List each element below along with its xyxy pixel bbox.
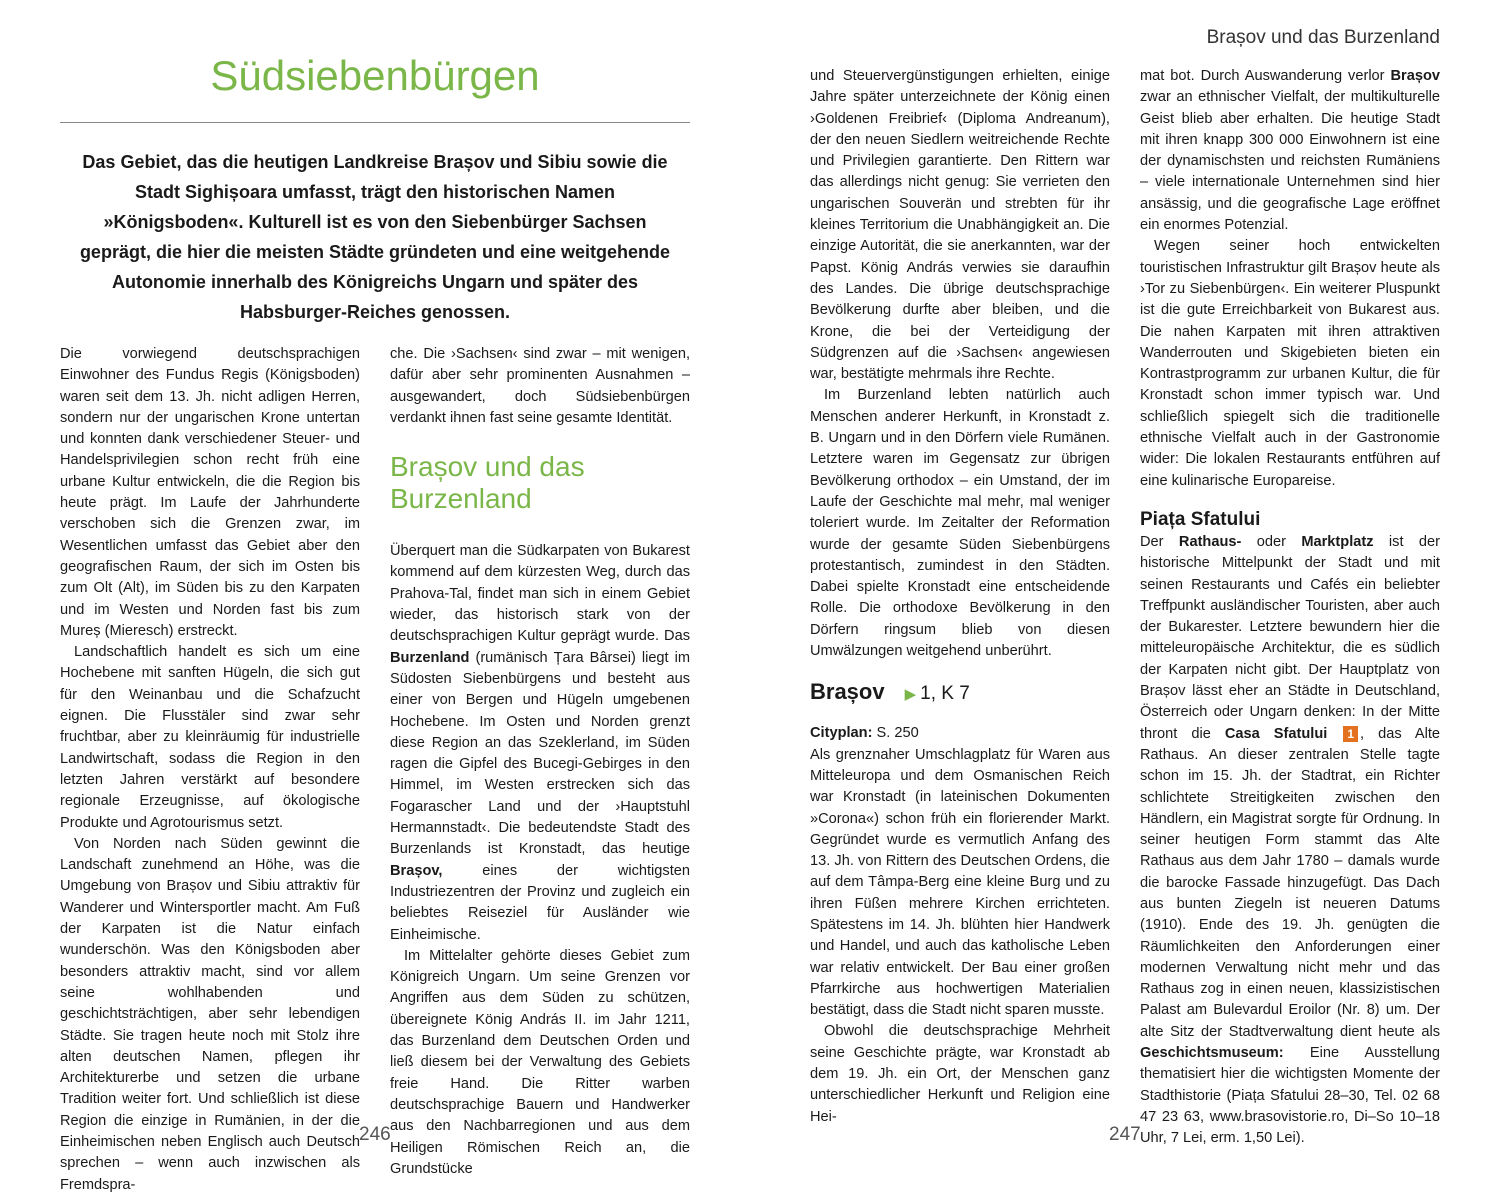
- cityplan-reference: [810, 723, 1110, 744]
- text-run: ist der historische Mittelpunkt der Stadt und mit seinen Restaurants und Cafés ein beliebter Treffpunkt ausländischer Touristen, aber auch der Bukarester. Letztere bewundern hier die mitteleuropäische Architektur, die es südlich der Karpaten nicht gibt. Der Hauptplatz von Brașov lässt eher an Städte in Deutschland, Österreich oder Ungarn denken: In der Mitte thront die: [1140, 533, 1441, 742]
- chapter-title: Südsiebenbürgen: [210, 52, 540, 99]
- place-title: Brașov: [810, 679, 885, 705]
- bold-term: Brașov: [1390, 68, 1440, 84]
- triangle-arrow-icon: ▶: [904, 686, 917, 704]
- bold-term: Burzenland: [390, 649, 470, 666]
- bold-term: Marktplatz: [1301, 533, 1374, 550]
- map-reference: [905, 683, 970, 704]
- text-run: Eine Ausstellung thematisiert hier die wichtigsten Momente der Stadthistorie (Piața Sfatului 28–30, Tel. 02 68 47 23 63, www.brasovistorie.ro, Di–So 10–18 Uhr, 7 Lei, erm. 1,50 Lei).: [1140, 1045, 1440, 1147]
- text-run: oder: [1241, 533, 1302, 550]
- bold-term: Brașov,: [390, 862, 443, 879]
- text-column-3: [810, 66, 1110, 1128]
- running-header: Brașov und das Burzenland: [1206, 27, 1440, 48]
- text-run: eines der wichtigsten Industriezentren der Provinz und zugleich ein beliebtes Reiseziel für Ausländer wie Einheimische.: [390, 862, 690, 943]
- place-heading: [810, 678, 1110, 709]
- right-page: [750, 0, 1500, 1170]
- body-paragraph: Landschaftlich handelt es sich um eine Hochebene mit sanften Hügeln, die sich gut für den Weinanbau und die Schafzucht eignen. Die Flusstäler sind zwar sehr fruchtbar, aber zu kleinräumig für industrielle Landwirtschaft, sodass die Region in den letzten Jahren verstärkt auf besondere regionale Erzeugnisse, auf ökologische Produkte und Agrotourismus setzt.: [60, 644, 360, 831]
- section-heading: Brașov und das Burzenland: [390, 451, 585, 515]
- text-column-2: [390, 344, 690, 1180]
- left-page: [0, 0, 750, 1193]
- bold-term: Rathaus-: [1178, 533, 1242, 550]
- map-marker-badge: 1: [1343, 726, 1358, 742]
- body-paragraph: und Steuervergünstigungen erhielten, einige Jahre später unterzeichnete der König einen ›Goldenen Freibrief‹ (Diploma Andreanum), der den neuen Siedlern weitreichende Rechte und Privilegien garantierte. Den Rittern war das allerdings nicht genug: Sie verrieten den ungarischen Souverän und strebten für ihr kleines Territorium die Unabhängigkeit an. Die einzige Autorität, die sie anerkannten, war der Papst. König András verwies sie daraufhin des Landes. Die übrige deutschsprachige Bevölkerung durfte aber bleiben, und die Krone, die bei der Verteidigung der Südgrenzen auf die ›Sachsen‹ angewiesen war, bestätigte mehrmals ihre Rechte.: [810, 68, 1110, 383]
- page-number: 247: [1109, 1124, 1141, 1145]
- subsection-heading: Piața Sfatului: [1140, 508, 1261, 530]
- body-paragraph: [390, 541, 690, 946]
- body-paragraph: Im Burzenland lebten natürlich auch Menschen anderer Herkunft, in Kronstadt z. B. Ungarn und in den Dörfern viele Rumänen. Letztere waren im Gegensatz zur übrigen Bevölkerung orthodox – ein Umstand, der im Laufe der Geschichte mal mehr, mal weniger toleriert wurde. Im Zeitalter der Reformation wurde der gesamte Süden Siebenbürgens protestantisch, zumindest in den Städten. Dabei spielte Kronstadt eine entscheidende Rolle. Die orthodoxe Bevölkerung in den Dörfern ringsum blieb von diesen Umwälzungen weitgehend unberührt.: [810, 387, 1110, 660]
- text-run: mat bot. Durch Auswanderung verlor: [1140, 68, 1391, 84]
- chapter-intro: Das Gebiet, das die heutigen Landkreise Brașov und Sibiu sowie die Stadt Sighișoara umfasst, trägt den historischen Namen »Königsboden«. Kulturell ist es von den Siebenbürger Sachsen geprägt, die hier die meisten Städte gründeten und eine weitgehende Autonomie innerhalb des Königreichs Ungarn und später des Habsburger-Reiches genossen.: [79, 152, 671, 322]
- body-paragraph: Als grenznaher Umschlagplatz für Waren aus Mitteleuropa und dem Osmanischen Reich war Kronstadt (in lateinischen Dokumenten »Corona«) schon früh ein florierender Markt. Gegründet wurde es vermutlich Anfang des 13. Jh. von Rittern des Deutschen Ordens, die auf dem Tâmpa-Berg eine kleine Burg und zu ihren Füßen mehrere Kirchen errichteten. Spätestens im 14. Jh. blühten hier Handwerk und Handel, und auch das katholische Leben war relativ entwickelt. Der Bau einer großen Pfarrkirche aus hochwertigen Materialien bestätigt, dass die Stadt nicht sparen musste.: [810, 746, 1110, 1019]
- body-paragraph: Von Norden nach Süden gewinnt die Landschaft zunehmend an Höhe, was die Umgebung von Brașov und Sibiu attraktiv für Wanderer und Wintersportler macht. Am Fuß der Karpaten ist die Natur einfach wunderschön. Was den Königsboden aber besonders attraktiv macht, sind vor allem seine wohlhabenden und geschichtsträchtigen, aber sehr lebendigen Städte. Sie tragen heute noch mit Stolz ihre alten deutschen Namen, pflegen ihr Architekturerbe und setzen die urbane Tradition weiter fort. Und schließlich ist diese Region die einzige in Rumänien, in der die Einheimischen neben Englisch auch Deutsch sprechen – wenn auch inzwischen als Fremdspra-: [60, 835, 360, 1193]
- cityplan-value: S. 250: [872, 725, 919, 742]
- cityplan-label: Cityplan:: [810, 725, 873, 742]
- body-paragraph: che. Die ›Sachsen‹ sind zwar – mit wenigen, dafür aber sehr prominenten Ausnahmen – ausgewandert, doch Südsiebenbürgen verdankt ihnen fast seine gesamte Identität.: [390, 346, 690, 426]
- text-column-1: [60, 344, 360, 1196]
- text-run: Überquert man die Südkarpaten von Bukarest kommend auf dem kürzesten Weg, durch das Prahova-Tal, findet man sich in einem Gebiet wieder, das historisch stark von der deutschsprachigen Kultur geprägt wurde. Das: [390, 543, 690, 645]
- map-ref-text: 1, K 7: [920, 683, 970, 705]
- text-run: (rumänisch Țara Bârsei) liegt im Südosten Siebenbürgens und besteht aus einer von Bergen und Hügeln umgebenen Hochebene. Im Osten und Norden grenzt diese Region an das Szeklerland, im Süden ragen die Gipfel des Bucegi-Gebirges in den Himmel, im Westen erstrecken sich das Fogarascher Land und der ›Hauptstuhl Hermannstadt‹. Die bedeutendste Stadt des Burzenlands ist Kronstadt, das heutige: [390, 649, 690, 858]
- body-paragraph: Die vorwiegend deutschsprachigen Einwohner des Fundus Regis (Königsboden) waren seit dem 13. Jh. nicht adligen Herren, sondern nur der ungarischen Krone untertan und konnten dank verschiedener Steuer- und Handelsprivilegien schon recht früh eine urbane Kultur entwickeln, die die Region bis heute prägt. Im Laufe der Jahrhunderte verschoben sich die Grenzen zwar, im Wesentlichen umfasst das Gebiet aber den geografischen Raum, der sich im Osten bis zum Olt (Alt), im Süden bis zu den Karpaten und im Westen und Norden fast bis zum Mureș (Mieresch) erstreckt.: [60, 346, 360, 639]
- body-paragraph: Obwohl die deutschsprachige Mehrheit seine Geschichte prägte, war Kronstadt ab dem 19. Jh. ein Ort, der Menschen ganz unterschiedlicher Herkunft und Religion eine Hei-: [810, 1023, 1110, 1125]
- bold-term: Geschichtsmuseum:: [1140, 1045, 1284, 1062]
- text-run: Der: [1140, 533, 1179, 550]
- page-number: 246: [359, 1124, 391, 1145]
- body-paragraph: Im Mittelalter gehörte dieses Gebiet zum Königreich Ungarn. Um seine Grenzen vor Angriffen aus dem Süden zu schützen, übereignete König András II. im Jahr 1211, das Burzenland dem Deutschen Orden und ließ diesem bei der Verwaltung des Gebiets freie Hand. Die Ritter warben deutschsprachige Bauern und Handwerker aus den Nachbarregionen und aus dem Heiligen Römischen Reich an, die Grundstücke: [390, 947, 690, 1177]
- bold-term: Casa Sfatului: [1224, 725, 1328, 742]
- text-run: zwar an ethnischer Vielfalt, der multikulturelle Geist blieb aber erhalten. Die heutige Stadt mit ihren knapp 300 000 Einwohnern ist eine der dynamischsten und reichsten Rumäniens – viele internationale Unternehmen sind hier ansässig, und die geografische Lage eröffnet ein enormes Potenzial.: [1140, 89, 1440, 234]
- text-column-4: [1140, 66, 1440, 1150]
- body-paragraph: [1140, 532, 1440, 1150]
- title-divider: [60, 122, 690, 123]
- text-run: , das Alte Rathaus. An dieser zentralen Stelle tagte schon im 15. Jh. der Stadtrat, ein Richter schlichtete Streitigkeiten zwischen den Händlern, ein Magistrat sorgte für Ordnung. In seiner heutigen Form stammt das Alte Rathaus aus dem Jahr 1780 – damals wurde die barocke Fassade hinzugefügt. Das Dach aus bunten Ziegeln ist neueren Datums (1910). Ende des 19. Jh. genügten die Räumlichkeiten den Anforderungen einer modernen Verwaltung nicht mehr und das Rathaus zog in einen neuen, klassizistischen Palast am Bulevardul Eroilor (Nr. 8) um. Der alte Sitz der Stadtverwaltung dient heute als: [1140, 725, 1440, 1040]
- body-paragraph: [1140, 66, 1440, 236]
- body-paragraph: Wegen seiner hoch entwickelten touristischen Infrastruktur gilt Brașov heute als ›Tor zu Siebenbürgen‹. Ein weiterer Pluspunkt ist die gute Erreichbarkeit von Bukarest aus. Die nahen Karpaten mit ihren attraktiven Wanderrouten und Skigebieten bieten ein Kontrastprogramm zur urbanen Kultur, die für Kronstadt schon immer typisch war. Und schließlich spiegelt sich die traditionelle ethnische Vielfalt auch in der Gastronomie wider: Die lokalen Restaurants entführen auf eine kulinarische Europareise.: [1140, 238, 1440, 489]
